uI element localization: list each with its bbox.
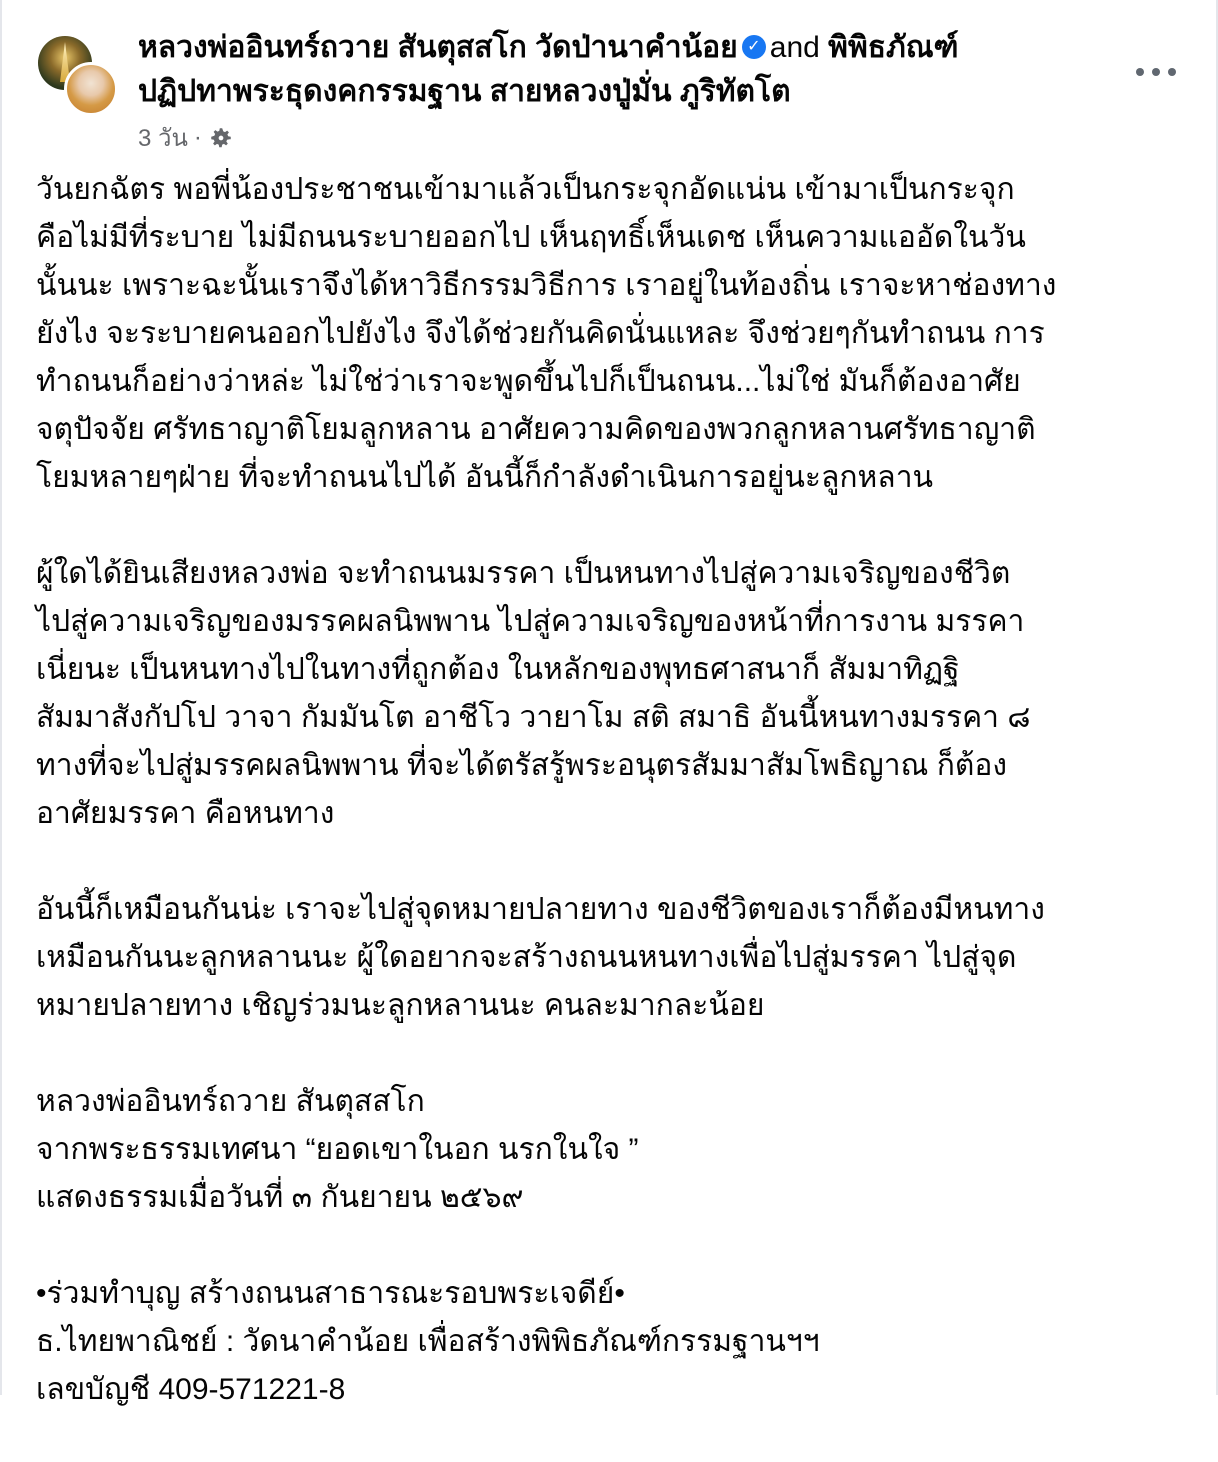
more-dot [1168,68,1176,76]
text-line: โยมหลายๆฝ่าย ที่จะทำถนนไปได้ อันนี้ก็กำลังดำเนินการอยู่นะลูกหลาน [36,461,934,494]
paragraph-3 [36,886,1186,1030]
post-timestamp[interactable]: 3 วัน [138,125,188,152]
text-line: หมายปลายทาง เชิญร่วมนะลูกหลานนะ คนละมากละน้อย [36,989,765,1022]
verified-badge-icon: ✓ [742,35,766,59]
gear-icon[interactable] [208,125,234,151]
donation-block [36,1270,1186,1414]
post-header [38,26,1188,156]
paragraph-2 [36,550,1186,838]
post-body [36,166,1186,1462]
signature-name: หลวงพ่ออินทร์ถวาย สันตุสสโก [36,1085,425,1118]
page-name-link[interactable]: หลวงพ่ออินทร์ถวาย สันตุสสโก วัดป่านาคำน้อย [138,31,738,64]
more-dot [1152,68,1160,76]
sermon-title: จากพระธรรมเทศนา “ยอดเขาในอก นรกในใจ ” [36,1133,639,1166]
coauthor-name-link[interactable]: พิพิธภัณฑ์ ปฏิปทาพระธุดงคกรรมฐาน สายหลวงปู่มั่น ภูริทัตโต [138,31,959,108]
text-line: ยังไง จะระบายคนออกไปยังไง จึงได้ช่วยกันคิดนั่นแหละ จึงช่วยๆกันทำถนน การ [36,317,1045,350]
more-options-icon[interactable] [1136,62,1176,82]
author-line [138,26,1138,114]
text-line: วันยกฉัตร พอพี่น้องประชาชนเข้ามาแล้วเป็นกระจุกอัดแน่น เข้ามาเป็นกระจุก [36,173,1015,206]
text-line: คือไม่มีที่ระบาย ไม่มีถนนระบายออกไป เห็นฤทธิ์เห็นเดช เห็นความแออัดในวัน [36,221,1026,254]
donation-heading: •ร่วมทำบุญ สร้างถนนสาธารณะรอบพระเจดีย์• [36,1277,625,1310]
frame-left-border [0,0,2,1395]
author-avatar[interactable] [64,62,118,116]
text-line: ทางที่จะไปสู่มรรคผลนิพพาน ที่จะได้ตรัสรู้พระอนุตรสัมมาสัมโพธิญาณ ก็ต้อง [36,749,1008,782]
text-line: เหมือนกันนะลูกหลานนะ ผู้ใดอยากจะสร้างถนนหนทางเพื่อไปสู่มรรคา ไปสู่จุด [36,941,1017,974]
more-dot [1136,68,1144,76]
text-line: นั้นนะ เพราะฉะนั้นเราจึงได้หาวิธีกรรมวิธีการ เราอยู่ในท้องถิ่น เราจะหาช่องทาง [36,269,1057,302]
text-line: ไปสู่ความเจริญของมรรคผลนิพพาน ไปสู่ความเจริญของหน้าที่การงาน มรรคา [36,605,1025,638]
signature-block [36,1078,1186,1222]
sermon-date: แสดงธรรมเมื่อวันที่ ๓ กันยายน ๒๕๖๙ [36,1181,524,1214]
avatar-stack[interactable] [38,36,118,116]
text-line: ผู้ใดได้ยินเสียงหลวงพ่อ จะทำถนนมรรคา เป็นหนทางไปสู่ความเจริญของชีวิต [36,557,1011,590]
text-line: จตุปัจจัย ศรัทธาญาติโยมลูกหลาน อาศัยความคิดของพวกลูกหลานศรัทธาญาติ [36,413,1036,446]
post-meta [138,118,234,157]
paragraph-1 [36,166,1186,502]
text-line: เนี่ยนะ เป็นหนทางไปในทางที่ถูกต้อง ในหลักของพุทธศาสนาก็ สัมมาทิฏฐิ [36,653,960,686]
meta-separator: · [193,123,202,151]
text-line: ทำถนนก็อย่างว่าหล่ะ ไม่ใช่ว่าเราจะพูดขึ้นไปก็เป็นถนน...ไม่ใช่ มันก็ต้องอาศัย [36,365,1021,398]
bank-name: ธ.ไทยพาณิชย์ : วัดนาคำน้อย เพื่อสร้างพิพิธภัณฑ์กรรมฐานฯฯ [36,1325,820,1358]
text-line: สัมมาสังกัปโป วาจา กัมมันโต อาชีโว วายาโม สติ สมาธิ อันนี้หนทางมรรคา ๘ [36,701,1031,734]
text-line: อันนี้ก็เหมือนกันน่ะ เราจะไปสู่จุดหมายปลายทาง ของชีวิตของเราก็ต้องมีหนทาง [36,893,1045,926]
conjunction-text: and [769,31,820,64]
text-line: อาศัยมรรคา คือหนทาง [36,797,335,830]
account-number: เลขบัญชี 409-571221-8 [36,1373,346,1406]
